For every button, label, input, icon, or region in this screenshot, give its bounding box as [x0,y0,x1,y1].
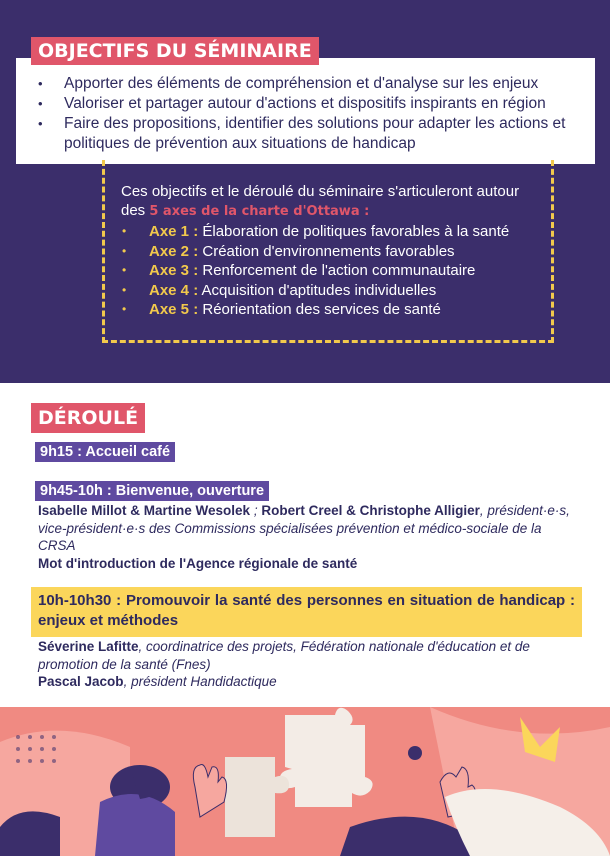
slot-ouverture-speakers [38,502,578,555]
speakers-group-2: Robert Creel & Christophe Alligier [261,503,480,518]
objectif-item: • Valoriser et partager autour d'actions et dispositifs inspirants en région [36,94,585,114]
objectifs-box [16,58,595,164]
objectifs-heading: OBJECTIFS DU SÉMINAIRE [31,37,319,65]
axe-text: Acquisition d'aptitudes individuelles [201,281,437,299]
slot-accueil-title: 9h15 : Accueil café [35,442,175,462]
slot-promotion-speaker-2 [38,673,578,691]
axe-text: Création d'environnements favorables [202,242,455,260]
slot-promotion-title: 10h-10h30 : Promouvoir la santé des personnes en situation de handicap : enjeux et méthodes [31,587,582,637]
speaker-name: Pascal Jacob [38,674,124,689]
axe-text: Réorientation des services de santé [202,301,441,318]
axe-item [121,300,541,320]
axe-label: Axe 2 : [149,242,199,260]
deroule-heading: DÉROULÉ [31,403,145,433]
axe-item [121,222,541,242]
axes-list [121,222,541,320]
axes-box [102,160,554,343]
objectif-item: • Faire des propositions, identifier des solutions pour adapter les actions et politiques de prévention aux situations de handicap [36,114,585,154]
objectif-item: • Apporter des éléments de compréhension et d'analyse sur les enjeux [36,74,585,94]
axes-intro [121,182,541,221]
slot-ouverture-intro: Mot d'introduction de l'Agence régionale de santé [38,556,358,571]
axe-text: Renforcement de l'action communautaire [202,262,476,279]
slot-ouverture-title: 9h45-10h : Bienvenue, ouverture [35,481,269,501]
axe-item [121,281,541,301]
objectifs-list [36,74,585,154]
footer-illustration [0,707,610,856]
speakers-separator: ; [250,503,262,518]
axe-item [121,242,541,262]
axe-label: Axe 1 : [149,223,199,240]
speaker-role: , président Handidactique [123,674,277,689]
speaker-name: Séverine Lafitte [38,639,139,654]
axe-label: Axe 5 : [149,301,199,318]
axe-item [121,261,541,281]
axe-label: Axe 3 : [149,262,199,279]
speaker-role: , coordinatrice des projets, Fédération nationale d'éducation et de promotion de la santé (Fnes) [38,639,530,672]
axe-label: Axe 4 : [149,281,199,299]
axes-highlight: 5 axes de la charte d'Ottawa : [149,204,370,219]
axe-text: Élaboration de politiques favorables à la santé [202,223,510,240]
speakers-roles: , président·e·s, vice-président·e·s des Commissions spécialisées prévention et médico-sociale de la CRSA [38,503,570,553]
speakers-group-1: Isabelle Millot & Martine Wesolek [38,503,251,518]
axes-intro-text: Ces objectifs et le déroulé du séminaire s'articuleront autour des [121,183,520,219]
illustration-svg [0,707,610,856]
slot-promotion-speaker-1 [38,638,578,673]
